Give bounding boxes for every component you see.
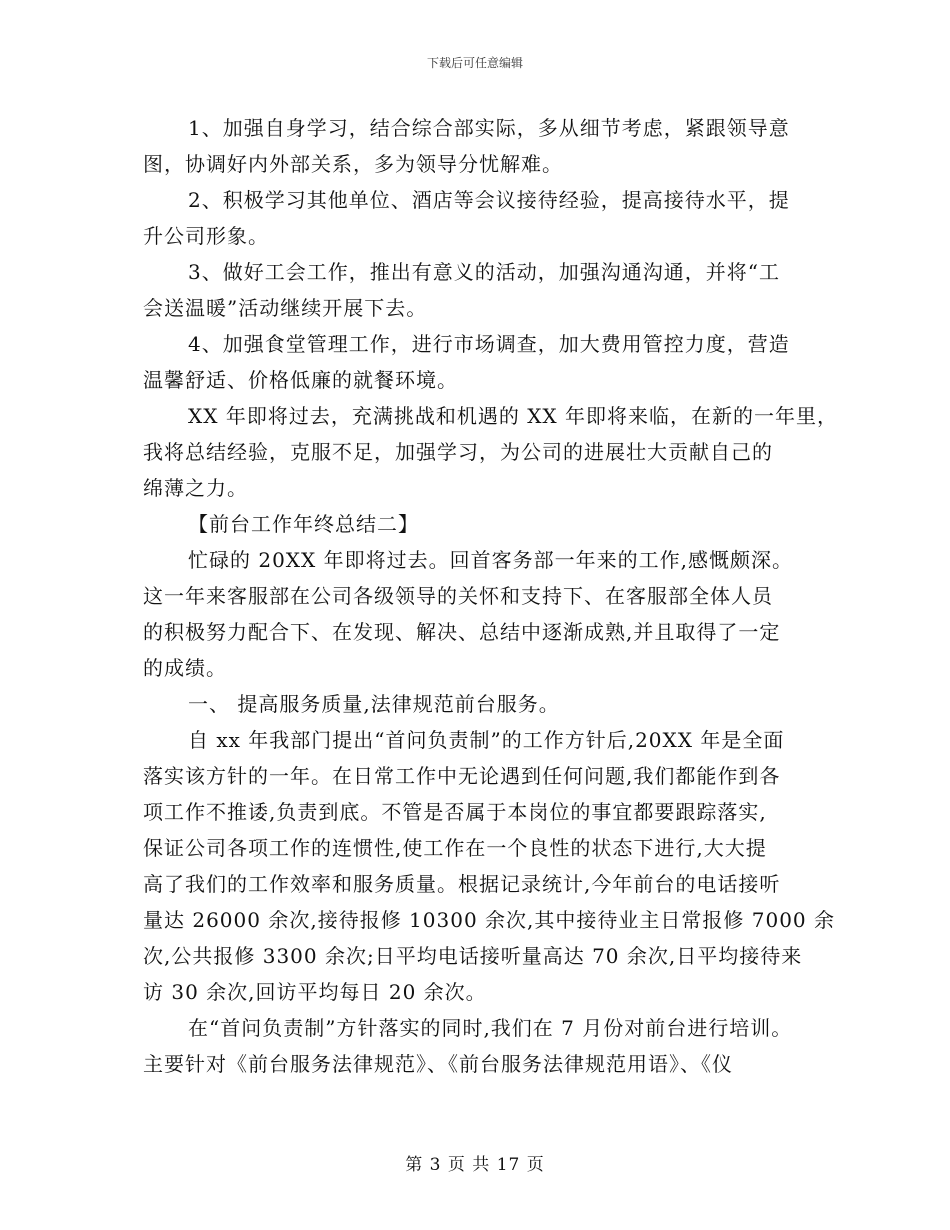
text-line: 图，协调好内外部关系，多为领导分忧解难。 — [143, 152, 563, 176]
text-line: 主要针对《前台服务法律规范》、《前台服务法律规范用语》、《仪 — [143, 1052, 733, 1076]
text-line: 1、加强自身学习，结合综合部实际，多从细节考虑，紧跟领导意 — [188, 116, 790, 140]
section-heading: 【前台工作年终总结二】 — [188, 512, 419, 536]
text-line: 4、加强食堂管理工作，进行市场调查，加大费用管控力度，营造 — [188, 332, 790, 356]
text-line: 保证公司各项工作的连惯性,使工作在一个良性的状态下进行,大大提 — [143, 836, 767, 860]
text-line: 自 xx 年我部门提出“首问负责制”的工作方针后,20XX 年是全面 — [188, 728, 785, 752]
text-line: 忙碌的 20XX 年即将过去。回首客务部一年来的工作,感慨颇深。 — [188, 548, 793, 572]
text-line: 高了我们的工作效率和服务质量。根据记录统计,今年前台的电话接听 — [143, 872, 781, 896]
text-line: 访 30 余次,回访平均每日 20 余次。 — [143, 980, 487, 1004]
text-line: 项工作不推诿,负责到底。不管是否属于本岗位的事宜都要跟踪落实, — [143, 800, 767, 824]
text-line: 温馨舒适、价格低廉的就餐环境。 — [143, 368, 458, 392]
text-line: 次,公共报修 3300 余次;日平均电话接听量高达 70 余次,日平均接待来 — [143, 944, 803, 968]
text-line: 3、做好工会工作，推出有意义的活动，加强沟通沟通，并将“工 — [188, 260, 780, 284]
text-line: 的积极努力配合下、在发现、解决、总结中逐渐成熟,并且取得了一定 — [143, 620, 781, 644]
text-line: 升公司形象。 — [143, 224, 269, 248]
text-line: 我将总结经验，克服不足，加强学习，为公司的进展壮大贡献自己的 — [143, 440, 773, 464]
page-number-footer: 第 3 页 共 17 页 — [405, 1155, 545, 1175]
text-line: 在“首问负责制”方针落实的同时,我们在 7 月份对前台进行培训。 — [188, 1016, 793, 1040]
page-header: 下载后可任意编辑 — [426, 56, 523, 70]
text-line: 量达 26000 余次,接待报修 10300 余次,其中接待业主日常报修 7000 余 — [143, 908, 836, 932]
subsection-heading: 一、 提高服务质量,法律规范前台服务。 — [188, 692, 560, 716]
text-line: 的成绩。 — [143, 656, 227, 680]
text-line: XX 年即将过去，充满挑战和机遇的 XX 年即将来临，在新的一年里， — [188, 404, 839, 428]
text-line: 落实该方针的一年。在日常工作中无论遇到任何问题,我们都能作到各 — [143, 764, 781, 788]
text-line: 这一年来客服部在公司各级领导的关怀和支持下、在客服部全体人员 — [143, 584, 773, 608]
text-line: 绵薄之力。 — [143, 476, 248, 500]
text-line: 2、积极学习其他单位、酒店等会议接待经验，提高接待水平，提 — [188, 188, 790, 212]
text-line: 会送温暖”活动继续开展下去。 — [143, 296, 428, 320]
document-body — [143, 110, 839, 1082]
